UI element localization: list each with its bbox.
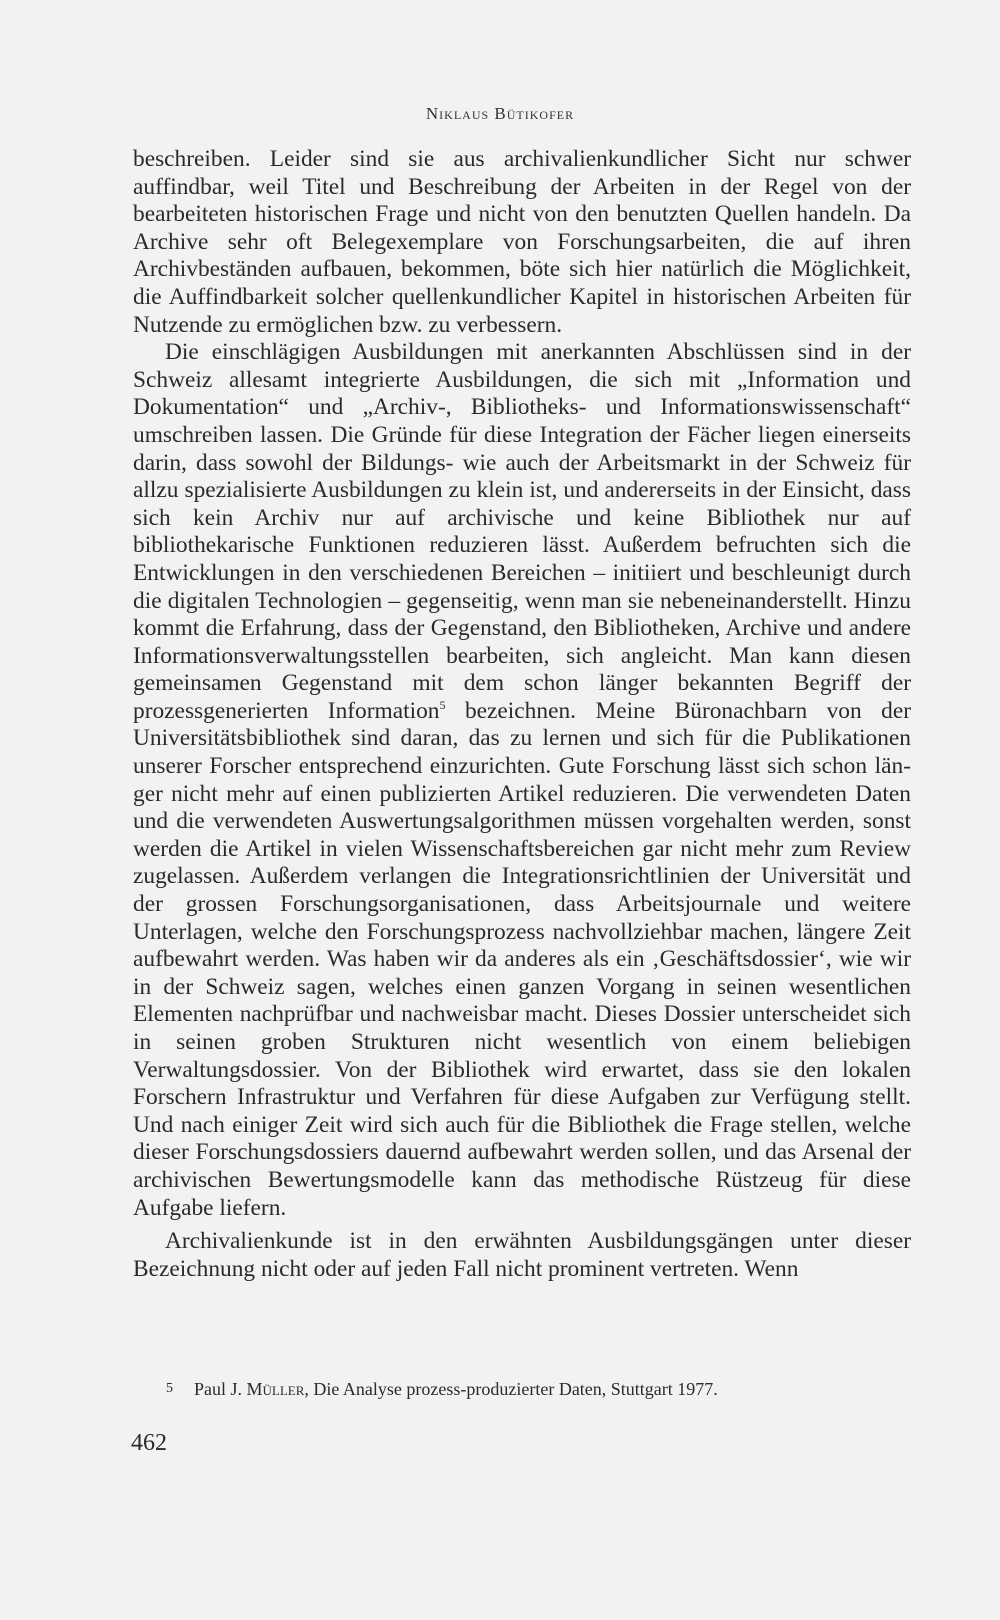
paragraph-2-part-1: Die einschlägigen Ausbildungen mit anerkannten Abschlüssen sind in der Schweiz allesamt integrierte Ausbildungen, die sich mit „Information und Dokumentation“ und „Archiv-, Bibliotheks- und Informationswissenschaft“ umschreiben lassen. Die Gründe für diese Integration der Fächer liegen einerseits darin, dass sowohl der Bildungs- wie auch der Arbeitsmarkt in der Schweiz für allzu spezialisierte Ausbildungen zu klein ist, und andererseits in der Einsicht, dass sich kein Archiv nur auf archivische und keine Bibliothek nur auf bibliothekarische Funktionen reduzieren lässt. Außerdem befruchten sich die Entwicklungen in den verschiedenen Bereichen – initiiert und beschleunigt durch die digitalen Technologien – gegenseitig, wenn man sie nebeneinanderstellt. Hinzu kommt die Erfahrung, dass der Gegenstand, den Bibliotheken, Archive und andere Informationsverwaltungsstellen bearbeiten, sich angleicht. Man kann diesen gemeinsamen Gegenstand mit dem schon länger bekannten Begriff der prozessgenerierten Information (133, 339, 911, 724)
footnote-reference[interactable]: 5 (439, 698, 446, 713)
running-head: Niklaus Bütikofer (425, 104, 575, 123)
page-number: 462 (131, 1430, 167, 1456)
paragraph-1: beschreiben. Leider sind sie aus archivalienkundlicher Sicht nur schwer auffindbar, weil Titel und Beschreibung der Arbeiten in der Regel von der bearbeiteten historischen Frage und nicht von den benutzten Quellen handeln. Da Archive sehr oft Belegexemplare von Forschungsarbeiten, die auf ihren Archivbeständen aufbauen, bekommen, böte sich hier natürlich die Möglichkeit, die Auffindbarkeit solcher quellenkundlicher Kapitel in historischen Arbeiten für Nutzende zu ermöglichen bzw. zu verbessern. (133, 146, 911, 338)
paragraph-3: Archivalienkunde ist in den erwähnten Ausbildungsgängen unter dieser Bezeichnung nicht oder auf jeden Fall nicht prominent vertreten. Wenn (133, 1228, 911, 1282)
body-text (133, 146, 911, 1283)
paragraph-2-part-2: bezeichnen. Meine Büronachbarn von der Universitätsbibliothek sind daran, das zu lernen und sich für die Publikationen unserer Forscher entsprechend einzurichten. Gute Forschung lässt sich schon länger nicht mehr auf einen publizierten Artikel reduzieren. Die verwendeten Daten und die verwendeten Auswertungsalgorithmen müssen vorgehalten werden, sonst werden die Artikel in vielen Wissenschaftsbereichen gar nicht mehr zum Review zugelassen. Außerdem verlangen die Integrationsrichtlinien der Universität und der grossen Forschungsorganisationen, dass Arbeitsjournale und weitere Unterlagen, welche den Forschungsprozess nachvollziehbar machen, längere Zeit aufbewahrt werden. Was haben wir da anderes als ein ‚Geschäftsdossier‘, wie wir in der Schweiz sagen, welches einen ganzen Vorgang in seinen wesentlichen Elementen nachprüfbar und nachweisbar macht. Dieses Dossier unterscheidet sich in seinen groben Strukturen nicht wesentlich von einem beliebigen Verwaltungsdossier. Von der Bibliothek wird erwartet, dass sie den lokalen Forschern Infrastruktur und Verfahren für diese Aufgaben zur Verfügung stellt. Und nach einiger Zeit wird sich auch für die Bibliothek die Frage stellen, welche dieser Forschungsdossiers dauernd aufbewahrt werden sollen, und das Arsenal der archivischen Bewertungsmodelle kann das methodische Rüstzeug für diese (133, 697, 911, 1193)
footnote-citation: , Die Analyse prozess-produzierter Daten, Stuttgart 1977. (304, 1379, 718, 1399)
footnote (166, 1378, 886, 1400)
paragraph-2-last-line: Aufgabe liefern. (133, 1194, 287, 1221)
paragraph-2 (133, 339, 911, 1222)
footnote-number: 5 (166, 1381, 173, 1396)
footnote-author-last: Müller (246, 1379, 305, 1399)
footnote-author-first: Paul J. (194, 1379, 247, 1399)
